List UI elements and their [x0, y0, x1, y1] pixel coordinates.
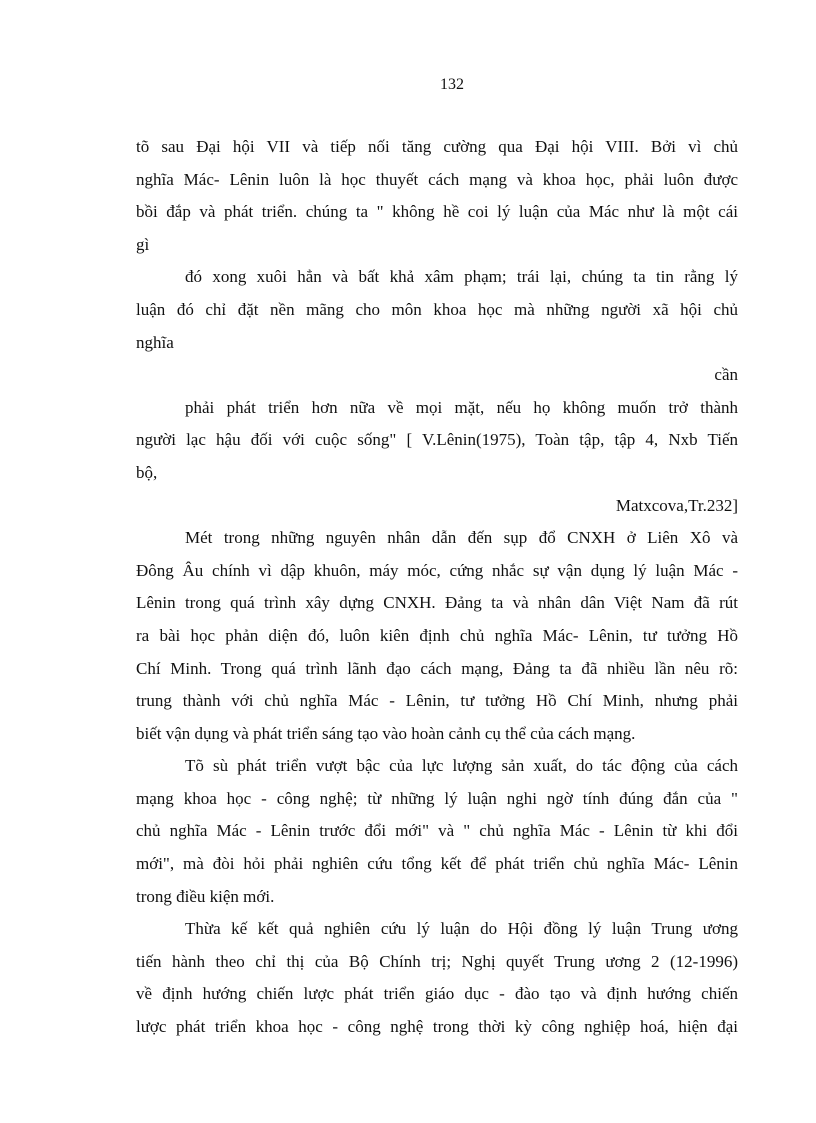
text-line: cần: [714, 365, 738, 385]
text-line: Chí Minh. Trong quá trình lãnh đạo cách mạng, Đảng ta đã nhiều lần nêu rõ:: [136, 658, 738, 678]
text-line: ra bài học phản diện đó, luôn kiên định chủ nghĩa Mác- Lênin, tư tưởng Hồ: [136, 625, 738, 645]
text-line: bồi đắp và phát triển. chúng ta " không hề coi lý luận của Mác như là một cái: [136, 202, 738, 222]
body-text: [136, 131, 738, 1044]
text-line: tiến hành theo chỉ thị của Bộ Chính trị; Nghị quyết Trung ương 2 (12-1996): [136, 951, 738, 971]
text-line: Đông Âu chính vì dập khuôn, máy móc, cứng nhắc sự vận dụng lý luận Mác -: [136, 560, 738, 580]
text-line: trung thành với chủ nghĩa Mác - Lênin, tư tưởng Hồ Chí Minh, nhưng phải: [136, 691, 738, 711]
text-line: mới", mà đòi hỏi phải nghiên cứu tổng kết để phát triển chủ nghĩa Mác- Lênin: [136, 854, 738, 874]
text-line: phải phát triển hơn nữa về mọi mặt, nếu họ không muốn trở thành: [185, 397, 738, 417]
text-line: bộ,: [136, 462, 158, 482]
text-line: đó xong xuôi hẳn và bất khả xâm phạm; trái lại, chúng ta tin rằng lý: [185, 267, 738, 287]
text-line: Mét trong những nguyên nhân dẫn đến sụp đổ CNXH ở Liên Xô và: [185, 528, 738, 548]
text-line: gì: [136, 234, 150, 254]
text-line: người lạc hậu đối với cuộc sống" [ V.Lênin(1975), Toàn tập, tập 4, Nxb Tiến: [136, 430, 738, 450]
page-number: 132: [440, 76, 464, 93]
text-line: Lênin trong quá trình xây dựng CNXH. Đảng ta và nhân dân Việt Nam đã rút: [136, 593, 738, 613]
text-line: Tõ sù phát triển vượt bậc của lực lượng sản xuất, do tác động của cách: [185, 756, 738, 776]
text-line: Matxcova,Tr.232]: [615, 495, 738, 515]
text-line: luận đó chỉ đặt nền mãng cho môn khoa học mà những người xã hội chủ: [136, 299, 738, 319]
text-line: lược phát triển khoa học - công nghệ trong thời kỳ công nghiệp hoá, hiện đại: [136, 1017, 738, 1037]
text-line: Thừa kế kết quả nghiên cứu lý luận do Hội đồng lý luận Trung ương: [185, 919, 738, 939]
text-line: nghĩa Mác- Lênin luôn là học thuyết cách mạng và khoa học, phải luôn được: [136, 169, 738, 189]
text-line: tõ sau Đại hội VII và tiếp nối tăng cường qua Đại hội VIII. Bởi vì chủ: [136, 137, 738, 156]
text-line: biết vận dụng và phát triển sáng tạo vào hoàn cảnh cụ thể của cách mạng.: [136, 723, 636, 743]
text-line: nghĩa: [136, 332, 174, 352]
text-line: mạng khoa học - công nghệ; từ những lý luận nghi ngờ tính đúng đắn của ": [136, 788, 738, 808]
text-line: trong điều kiện mới.: [136, 886, 275, 906]
text-line: về định hướng chiến lược phát triển giáo dục - đào tạo và định hướng chiến: [136, 984, 738, 1004]
text-line: chủ nghĩa Mác - Lênin trước đổi mới" và " chủ nghĩa Mác - Lênin từ khi đổi: [136, 821, 738, 841]
